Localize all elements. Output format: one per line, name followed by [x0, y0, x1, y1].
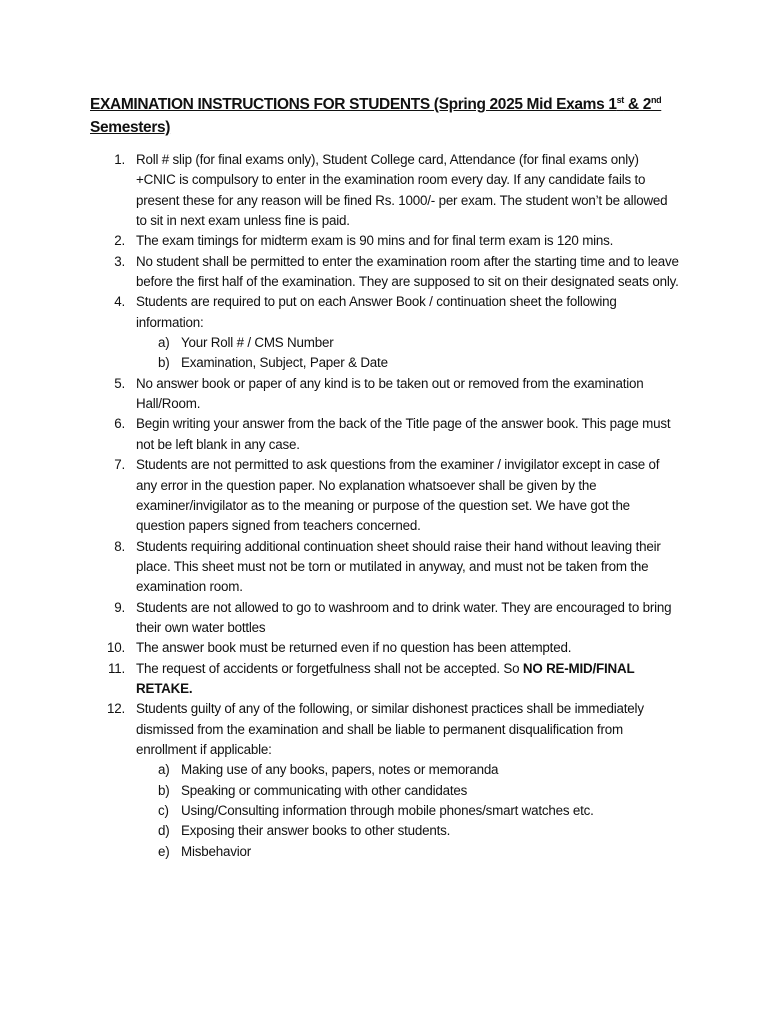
sub-item: [136, 842, 680, 862]
sub-item: [136, 801, 680, 821]
sub-item-text: Using/Consulting information through mobile phones/smart watches etc.: [181, 803, 594, 818]
instruction-text: Begin writing your answer from the back of the Title page of the answer book. This page must not be left blank in any case.: [136, 416, 671, 452]
instruction-emphasis: NO RE-MID/FINAL RETAKE.: [136, 660, 635, 696]
instruction-text: Students are required to put on each Answer Book / continuation sheet the following information:: [136, 294, 617, 330]
instruction-text: The exam timings for midterm exam is 90 mins and for final term exam is 120 mins.: [136, 233, 614, 249]
sub-item: [136, 353, 680, 373]
title-end: Semesters): [90, 119, 171, 136]
sub-item-letter: d): [158, 823, 170, 839]
instruction-item: [90, 231, 680, 251]
instruction-item: [90, 292, 680, 373]
instruction-number: 3.: [114, 253, 125, 269]
instruction-item: [90, 659, 680, 700]
instruction-text: Students guilty of any of the following, or similar dishonest practices shall be immediately dismissed from the examination and shall be liable to permanent disqualification from enrollment if applicable:: [136, 701, 644, 757]
document-title: [90, 93, 690, 139]
instruction-text: No answer book or paper of any kind is to be taken out or removed from the examination Hall/Room.: [136, 375, 644, 412]
sub-item: [136, 760, 680, 780]
instruction-text: The request of accidents or forgetfulness shall not be accepted. So: [136, 660, 523, 676]
instruction-text: Roll # slip (for final exams only), Student College card, Attendance (for final exams only) +CNIC is compulsory to enter in the examination room every day. If any candidate fails to present these for any reason will be fined Rs. 1000/- per exam. The student won’t be allowed to sit in next exam unless fine is paid.: [136, 152, 668, 229]
instruction-item: [90, 638, 680, 658]
instruction-text: No student shall be permitted to enter the examination room after the starting time and to leave before the first half of the examination. They are supposed to sit on their designated seats only.: [136, 253, 679, 290]
instruction-item: [90, 699, 680, 862]
title-superscript-second: nd: [650, 94, 662, 105]
sub-item-text: Misbehavior: [181, 843, 251, 859]
sub-list: [136, 760, 680, 862]
instruction-number: 1.: [114, 152, 125, 167]
instruction-number: 12.: [106, 701, 125, 717]
instruction-number: 11.: [107, 660, 125, 676]
sub-item-letter: a): [158, 335, 170, 351]
instruction-number: 7.: [114, 457, 125, 473]
sub-item-letter: e): [158, 843, 170, 859]
sub-item-text: Your Roll # / CMS Number: [181, 335, 334, 351]
instruction-text: Students are not allowed to go to washroom and to drink water. They are encouraged to bring their own water bottles: [136, 599, 672, 635]
instruction-text: Students are not permitted to ask questions from the examiner / invigilator except in case of any error in the question paper. No explanation whatsoever shall be given by the examiner/invigilator as to the meaning or purpose of the question set. We have got the question papers signed from teachers concerned.: [136, 457, 660, 534]
instruction-item: [90, 455, 680, 536]
title-mid: & 2: [623, 96, 651, 113]
instruction-item: [90, 537, 680, 598]
instructions-list: [90, 150, 680, 862]
instruction-item: [90, 150, 680, 231]
sub-item-text: Exposing their answer books to other students.: [181, 823, 451, 839]
sub-item-text: Making use of any books, papers, notes or memoranda: [181, 762, 499, 778]
sub-item-letter: c): [158, 803, 169, 818]
instruction-number: 6.: [114, 416, 125, 432]
instruction-item: [90, 414, 680, 455]
sub-item-letter: b): [158, 782, 170, 798]
instruction-number: 9.: [114, 599, 125, 615]
title-main: EXAMINATION INSTRUCTIONS FOR STUDENTS (Spring 2025 Mid Exams 1: [90, 96, 617, 113]
sub-item-letter: a): [158, 762, 170, 778]
instruction-number: 10.: [106, 640, 125, 656]
instruction-number: 4.: [114, 294, 125, 310]
sub-item-letter: b): [158, 355, 170, 371]
sub-item: [136, 781, 680, 801]
sub-item-text: Speaking or communicating with other candidates: [181, 782, 468, 798]
sub-item: [136, 333, 680, 353]
sub-item-text: Examination, Subject, Paper & Date: [181, 355, 388, 371]
instruction-number: 2.: [114, 233, 125, 249]
title-superscript-first: st: [616, 94, 624, 105]
instruction-item: [90, 252, 680, 293]
instruction-number: 8.: [114, 538, 125, 554]
sub-item: [136, 821, 680, 841]
instruction-text: The answer book must be returned even if no question has been attempted.: [136, 640, 572, 656]
instruction-item: [90, 374, 680, 415]
instruction-number: 5.: [114, 375, 125, 391]
instruction-text: Students requiring additional continuation sheet should raise their hand without leaving their place. This sheet must not be torn or mutilated in anyway, and must not be taken from the examination room.: [136, 538, 661, 595]
instruction-item: [90, 598, 680, 639]
sub-list: [136, 333, 680, 374]
